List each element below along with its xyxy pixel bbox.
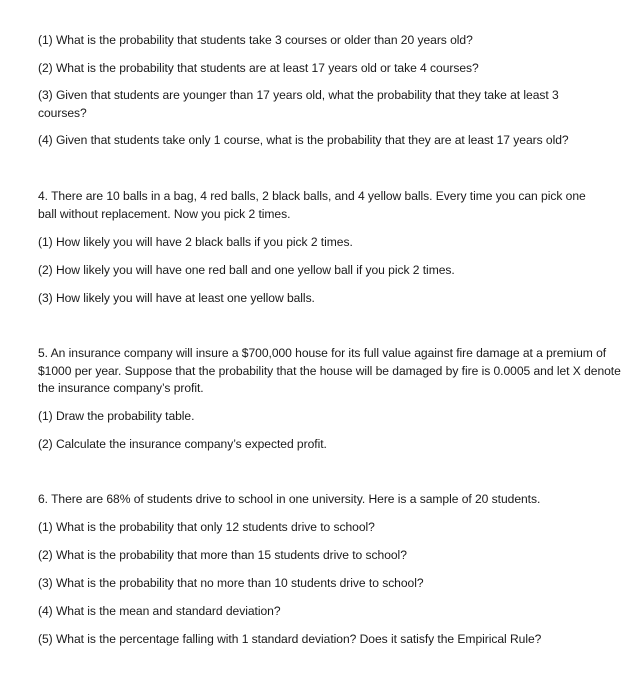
s5-question-1: (1) Draw the probability table. bbox=[38, 409, 195, 423]
s6-question-4: (4) What is the mean and standard deviation? bbox=[38, 604, 281, 618]
s6-question-1: (1) What is the probability that only 12 students drive to school? bbox=[38, 520, 375, 534]
s4-question-3: (3) How likely you will have at least one yellow balls. bbox=[38, 291, 315, 305]
s5-intro: 5. An insurance company will insure a $700,000 house for its full value against fire damage at a premium of $1000 per year. Suppose that the probability that the house will be damaged by fire is 0.0005 and let X denote the insurance company’s profit. bbox=[38, 346, 621, 395]
s4-intro: 4. There are 10 balls in a bag, 4 red balls, 2 black balls, and 4 yellow balls. Every time you can pick one ball without replacement. Now you pick 2 times. bbox=[38, 189, 586, 221]
s6-intro: 6. There are 68% of students drive to school in one university. Here is a sample of 20 students. bbox=[38, 492, 541, 506]
s3-question-4: (4) Given that students take only 1 course, what is the probability that they are at least 17 years old? bbox=[38, 133, 569, 147]
s3-question-1: (1) What is the probability that students take 3 courses or older than 20 years old? bbox=[38, 33, 473, 47]
s4-question-2: (2) How likely you will have one red ball and one yellow ball if you pick 2 times. bbox=[38, 263, 455, 277]
s5-question-2: (2) Calculate the insurance company’s expected profit. bbox=[38, 437, 327, 451]
s6-question-3: (3) What is the probability that no more than 10 students drive to school? bbox=[38, 576, 424, 590]
s6-question-2: (2) What is the probability that more than 15 students drive to school? bbox=[38, 548, 407, 562]
s6-question-5: (5) What is the percentage falling with 1 standard deviation? Does it satisfy the Empirical Rule? bbox=[38, 632, 542, 646]
s3-question-3: (3) Given that students are younger than 17 years old, what the probability that they take at least 3 courses? bbox=[38, 88, 559, 120]
s3-question-2: (2) What is the probability that students are at least 17 years old or take 4 courses? bbox=[38, 61, 479, 75]
s4-question-1: (1) How likely you will have 2 black balls if you pick 2 times. bbox=[38, 235, 353, 249]
